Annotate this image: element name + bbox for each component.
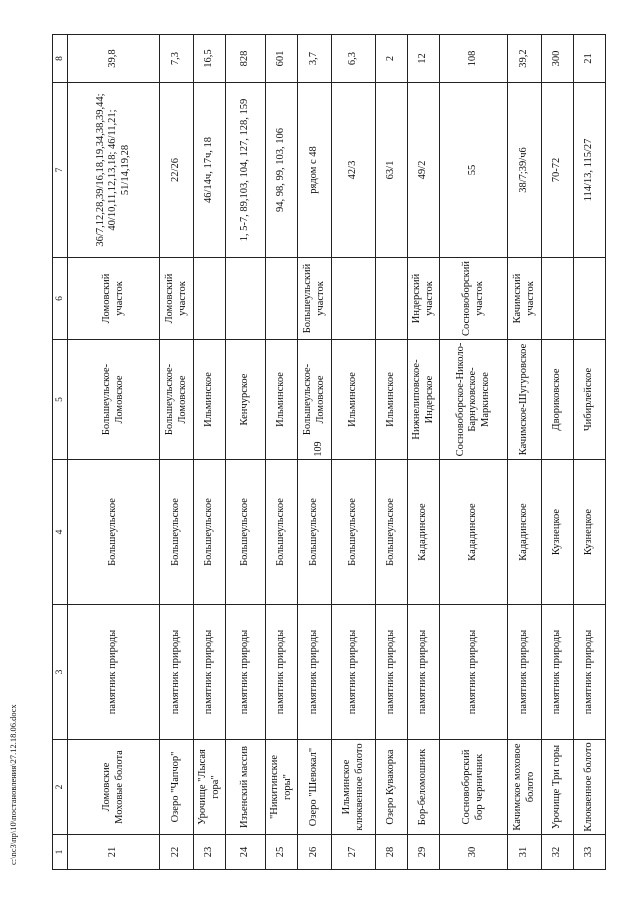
table-row [194, 35, 226, 870]
table-cell: Изъенский массив [226, 740, 266, 835]
table-cell: 42/3 [332, 83, 376, 258]
table-cell [266, 258, 298, 340]
table-cell [574, 258, 606, 340]
table-cell: 3,7 [298, 35, 332, 83]
table-cell: 63/1 [376, 83, 408, 258]
table-cell: памятник природы [298, 605, 332, 740]
table-cell: памятник природы [68, 605, 160, 740]
table-cell: Ильминское [266, 340, 298, 460]
table-cell: Кузнецкое [542, 460, 574, 605]
table-cell: Большеульское-Ломовское [68, 340, 160, 460]
nature-monuments-table [52, 34, 606, 870]
table-cell: памятник природы [266, 605, 298, 740]
table-cell: 39,8 [68, 35, 160, 83]
table-cell: Сосновоборское-Николо-Барнуковское-Маркинское [440, 340, 508, 460]
table-cell: 1, 5-7, 89,103, 104, 127, 128, 159 [226, 83, 266, 258]
table-cell: Кададинское [440, 460, 508, 605]
table-cell: 26 [298, 835, 332, 870]
table-cell: Ломовский участок [160, 258, 194, 340]
table-cell: 114/13, 115/27 [574, 83, 606, 258]
table-cell [376, 258, 408, 340]
table-cell: памятник природы [440, 605, 508, 740]
table-cell: Большеульское [266, 460, 298, 605]
table-cell: Ломовские Моховые болота [68, 740, 160, 835]
column-header: 1 [53, 835, 68, 870]
rotated-table-container [52, 35, 595, 870]
table-cell: 22/26 [160, 83, 194, 258]
table-cell: 828 [226, 35, 266, 83]
table-cell: Ломовский участок [68, 258, 160, 340]
table-row [266, 35, 298, 870]
table-cell: памятник природы [376, 605, 408, 740]
page-number: 109 [313, 441, 324, 457]
table-cell: 32 [542, 835, 574, 870]
table-cell: 108 [440, 35, 508, 83]
table-cell: памятник природы [160, 605, 194, 740]
table-cell: Нижнелиповское-Индерское [408, 340, 440, 460]
table-cell: Озеро "Шевокал" [298, 740, 332, 835]
table-cell: Двориковское [542, 340, 574, 460]
table-row [542, 35, 574, 870]
table-row [376, 35, 408, 870]
table-cell: Сосновоборский участок [440, 258, 508, 340]
table-cell: рядом с 48 [298, 83, 332, 258]
table-cell: Озеро Кувакорка [376, 740, 408, 835]
table-row [68, 35, 160, 870]
table-cell: 36/7,12,28,39/16,18,19,34,38,39,44; 40/10,11,12,13,18; 46/11,21; 51/14,19,28 [68, 83, 160, 258]
table-cell: Кададинское [508, 460, 542, 605]
table-cell: 94, 98, 99, 103, 106 [266, 83, 298, 258]
table-cell: 6,3 [332, 35, 376, 83]
table-cell: Ильминское клюквенное болото [332, 740, 376, 835]
table-cell: Большеульский участок [298, 258, 332, 340]
column-header: 5 [53, 340, 68, 460]
table-cell: памятник природы [194, 605, 226, 740]
table-cell: памятник природы [332, 605, 376, 740]
table-cell: 16,5 [194, 35, 226, 83]
table-cell: 24 [226, 835, 266, 870]
table-cell: 29 [408, 835, 440, 870]
table-cell: Чибирлейское [574, 340, 606, 460]
table-cell: Сосновоборский бор черничник [440, 740, 508, 835]
table-cell: Кенчурское [226, 340, 266, 460]
table-cell: Большеульское [68, 460, 160, 605]
table-cell: Большеульское-Ломовское [160, 340, 194, 460]
table-row [226, 35, 266, 870]
table-cell [194, 258, 226, 340]
table-cell: "Никитинские горы" [266, 740, 298, 835]
table-row [408, 35, 440, 870]
table-cell: Ильминское [332, 340, 376, 460]
table-cell: 21 [68, 835, 160, 870]
table-cell: 300 [542, 35, 574, 83]
table-cell: Качимский участок [508, 258, 542, 340]
table-row [160, 35, 194, 870]
table-cell [226, 258, 266, 340]
table-cell: 23 [194, 835, 226, 870]
table-cell: Кададинское [408, 460, 440, 605]
table-cell: Большеульское [194, 460, 226, 605]
table-cell: 2 [376, 35, 408, 83]
table-cell: 12 [408, 35, 440, 83]
table-cell: Большеульское [376, 460, 408, 605]
table-cell: Ильминское [376, 340, 408, 460]
table-row [574, 35, 606, 870]
table-cell: 39,2 [508, 35, 542, 83]
table-cell: памятник природы [226, 605, 266, 740]
column-header: 4 [53, 460, 68, 605]
table-cell: памятник природы [574, 605, 606, 740]
table-cell [332, 258, 376, 340]
table-cell: 38/7;39/ч6 [508, 83, 542, 258]
table-row [440, 35, 508, 870]
table-cell: Урочище Три горы [542, 740, 574, 835]
table-cell: Большеульское [160, 460, 194, 605]
table-cell: Большеульское-Ломовское [298, 340, 332, 460]
table-cell: Индерский участок [408, 258, 440, 340]
table-cell: 70-72 [542, 83, 574, 258]
table-cell: 49/2 [408, 83, 440, 258]
table-row [332, 35, 376, 870]
table-cell: Бор-беломошник [408, 740, 440, 835]
table-cell: 33 [574, 835, 606, 870]
table-cell: Кузнецкое [574, 460, 606, 605]
table-cell: Большеульское [332, 460, 376, 605]
table-cell: памятник природы [508, 605, 542, 740]
table-cell: 55 [440, 83, 508, 258]
table-cell: 46/14ч, 17ч, 18 [194, 83, 226, 258]
table-row [508, 35, 542, 870]
table-cell: 25 [266, 835, 298, 870]
table-cell: Большеульское [298, 460, 332, 605]
table-row [298, 35, 332, 870]
table-cell: Качимское-Шугуровское [508, 340, 542, 460]
table-cell: Качимское моховое болото [508, 740, 542, 835]
table-cell: 601 [266, 35, 298, 83]
table-cell [542, 258, 574, 340]
table-cell: 7,3 [160, 35, 194, 83]
table-cell: 27 [332, 835, 376, 870]
table-cell: 21 [574, 35, 606, 83]
table-cell: 28 [376, 835, 408, 870]
file-path-footer: c:\nc3\пр\10\постановления\27.12.18.06.docx [8, 704, 18, 865]
table-cell: 31 [508, 835, 542, 870]
column-header: 3 [53, 605, 68, 740]
table-body [53, 35, 606, 870]
column-header: 7 [53, 83, 68, 258]
column-header: 2 [53, 740, 68, 835]
table-cell: Озеро "Чапчор" [160, 740, 194, 835]
table-cell: Ильминское [194, 340, 226, 460]
table-cell: 30 [440, 835, 508, 870]
table-cell: Урочище "Лысая гора" [194, 740, 226, 835]
table-cell: памятник природы [542, 605, 574, 740]
table-cell: памятник природы [408, 605, 440, 740]
table-cell: Большеульское [226, 460, 266, 605]
table-cell: 22 [160, 835, 194, 870]
column-header: 8 [53, 35, 68, 83]
column-header: 6 [53, 258, 68, 340]
header-row [53, 35, 68, 870]
table-cell: Клюквенное болото [574, 740, 606, 835]
